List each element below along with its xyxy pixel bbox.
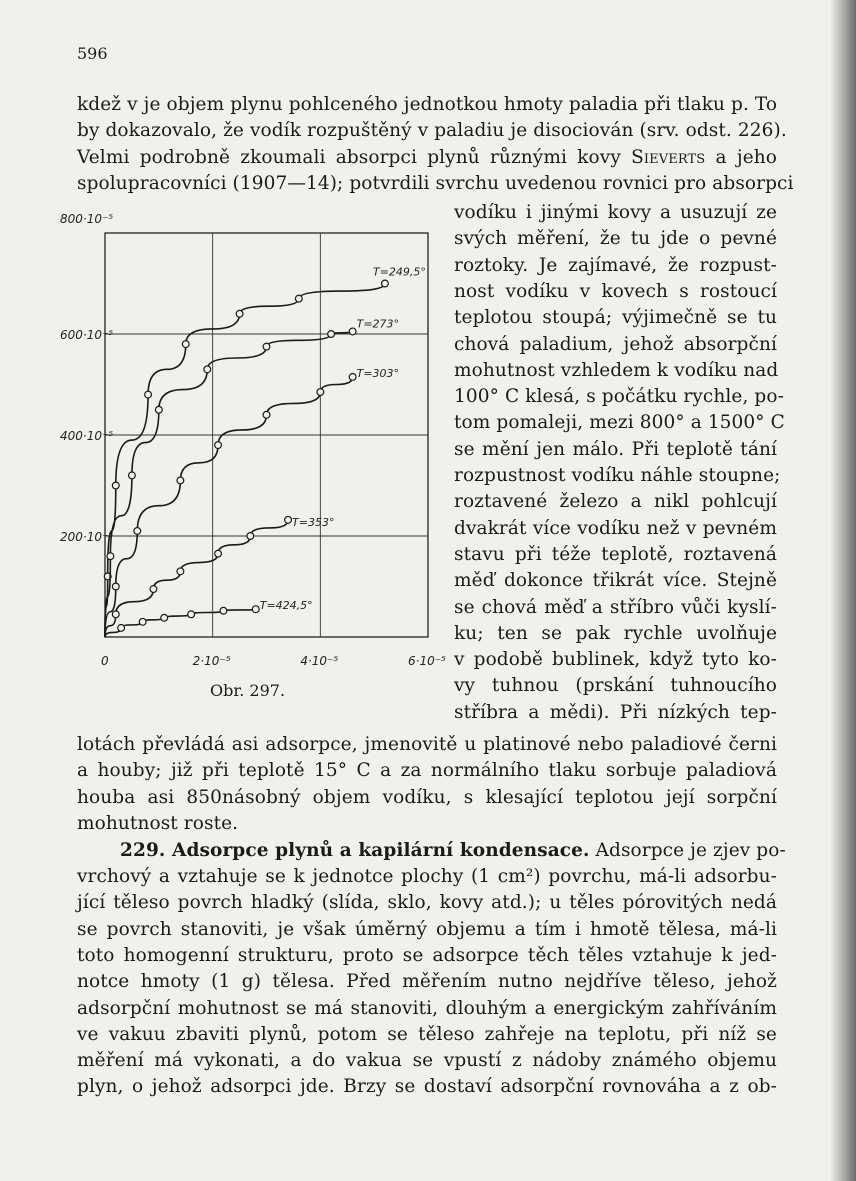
text-line: v podobě bublinek, když tyto ko- <box>454 649 777 671</box>
page-number: 596 <box>77 44 108 63</box>
text-line: toto homogenní strukturu, proto se adsorpce těch těles vztahuje k jed- <box>77 944 777 966</box>
data-point <box>215 442 222 449</box>
data-point <box>317 389 324 396</box>
data-point <box>188 611 195 618</box>
series-label: T=424,5° <box>259 599 313 613</box>
section-title: 229. Adsorpce plynů a kapilární kondensace. <box>120 840 590 861</box>
series-label: T=303° <box>356 366 400 380</box>
data-point <box>285 516 292 523</box>
text-line: ve vakuu zbaviti plynů, potom se těleso zahřeje na teplotu, při níž se <box>77 1023 777 1045</box>
data-point <box>263 411 270 418</box>
data-point <box>182 341 189 348</box>
text-line: měď dokonce třikrát více. Stejně <box>454 570 777 592</box>
series-label: T=273° <box>356 317 400 331</box>
y-tick-label: 400·10⁻⁵ <box>60 429 114 443</box>
text-line: vodíku i jinými kovy a usuzují ze <box>454 202 777 223</box>
data-point <box>118 625 125 632</box>
text-line: Velmi podrobně zkoumali absorpci plynů různými kovy Sieverts a jeho <box>77 146 777 168</box>
data-point <box>150 586 157 593</box>
text-line: houba asi 850násobný objem vodíku, s klesající teplotou její sorpční <box>77 786 777 808</box>
text-line: dvakrát více vodíku než v pevném <box>454 517 777 539</box>
data-point <box>263 343 270 350</box>
text-line: stavu při téže teplotě, roztavená <box>454 543 777 565</box>
text-line: rozpustnost vodíku náhle stoupne; <box>454 465 781 486</box>
data-point <box>139 618 146 625</box>
text-line: notce hmoty (1 g) tělesa. Před měřením nutno nejdříve těleso, jehož <box>77 971 777 993</box>
data-point <box>107 553 114 560</box>
x-tick-label: 4·10⁻⁵ <box>300 654 339 668</box>
text-line: roztavené železo a nikl pohlcují <box>454 491 777 513</box>
text-line: by dokazovalo, že vodík rozpuštěný v paladiu je disociován (srv. odst. 226). <box>77 120 787 142</box>
x-tick-label: 0 <box>101 654 109 668</box>
data-point <box>112 583 119 590</box>
y-tick-label: 600·10⁻⁵ <box>60 328 114 342</box>
series-line <box>105 520 288 637</box>
x-tick-label: 2·10⁻⁵ <box>192 654 231 668</box>
data-point <box>349 328 356 335</box>
text-line: adsorpční mohutnost se má stanoviti, dlouhým a energickým zahříváním <box>77 997 777 1019</box>
section-first-line-rest: Adsorpce je zjev po- <box>589 840 786 861</box>
text-line: spolupracovníci (1907—14); potvrdili svrchu uvedenou rovnici pro absorpci <box>77 172 794 194</box>
series-line <box>105 331 353 637</box>
book-gutter-shadow <box>830 0 856 1181</box>
text-line: lotách převládá asi adsorpce, jmenovitě u platinové nebo paladiové černi <box>77 734 777 755</box>
data-point <box>145 391 152 398</box>
text-line: stříbra a mědi). Při nízkých tep- <box>454 701 777 723</box>
series-line <box>105 609 256 637</box>
text-line: vrchový a vztahuje se k jednotce plochy (1 cm²) povrchu, má-li adsorbu- <box>77 866 777 887</box>
text-line: se povrch stanoviti, je však úměrný objemu a tím i hmotě tělesa, má-li <box>77 918 777 940</box>
series-line <box>105 377 353 637</box>
text-line: ku; ten se pak rychle uvolňuje <box>454 622 777 644</box>
data-point <box>155 406 162 413</box>
text-line: tom pomaleji, mezi 800° a 1500° C <box>454 412 785 434</box>
section-heading-line <box>120 838 786 864</box>
text-line: roztoky. Je zajímavé, že rozpust- <box>454 254 777 276</box>
data-point <box>247 533 254 540</box>
series-line <box>105 284 385 638</box>
text-line: a houby; již při teplotě 15° C a za normálního tlaku sorbuje paladiová <box>77 760 777 782</box>
text-line: vy tuhnou (prskání tuhnoucího <box>454 675 777 697</box>
text-line: nost vodíku v kovech s rostoucí <box>454 280 777 302</box>
y-tick-label: 800·10⁻⁵ <box>60 212 114 226</box>
author-name: Sieverts <box>631 146 706 168</box>
text-line: se chová měď a stříbro vůči kyslí- <box>454 596 777 618</box>
data-point <box>204 366 211 373</box>
data-point <box>252 606 259 613</box>
series-label: T=249,5° <box>372 265 426 279</box>
text-line: měření má vykonati, a do vakua se vpustí z nádoby známého objemu <box>77 1050 777 1072</box>
text-line: kdež v je objem plynu pohlceného jednotkou hmoty paladia při tlaku p. To <box>77 94 778 115</box>
data-point <box>295 295 302 302</box>
text-line: 100° C klesá, s počátku rychle, po- <box>454 386 784 408</box>
isotherm-chart <box>60 205 446 675</box>
data-point <box>328 331 335 338</box>
series-label: T=353° <box>292 515 335 529</box>
data-point <box>112 611 119 618</box>
x-tick-label: 6·10⁻⁵ <box>408 654 446 668</box>
data-point <box>112 482 119 489</box>
text-line: jící těleso povrch hladký (slída, sklo, kovy atd.); u těles pórovitých nedá <box>77 892 777 914</box>
text-line: teplotou stoupá; výjimečně se tu <box>454 307 777 329</box>
data-point <box>177 477 184 484</box>
data-point <box>236 310 243 317</box>
y-tick-label: 200·10⁻⁵ <box>60 530 114 544</box>
data-point <box>349 374 356 381</box>
figure-caption: Obr. 297. <box>210 681 286 700</box>
data-point <box>215 550 222 557</box>
data-point <box>134 528 141 535</box>
text-line: svých měření, že tu jde o pevné <box>454 228 777 250</box>
text-line: se mění jen málo. Při teplotě tání <box>454 438 777 460</box>
text-line: plyn, o jehož adsorpci jde. Brzy se dostaví adsorpční rovnováha a z ob- <box>77 1076 777 1098</box>
data-point <box>177 568 184 575</box>
data-point <box>161 614 168 621</box>
data-point <box>129 472 136 479</box>
data-point <box>382 280 389 287</box>
text-line: mohutnost roste. <box>77 812 239 834</box>
data-point <box>220 607 227 614</box>
text-line: chová paladium, jehož absorpční <box>454 333 777 355</box>
text-line: mohutnost vzhledem k vodíku nad <box>454 359 779 381</box>
